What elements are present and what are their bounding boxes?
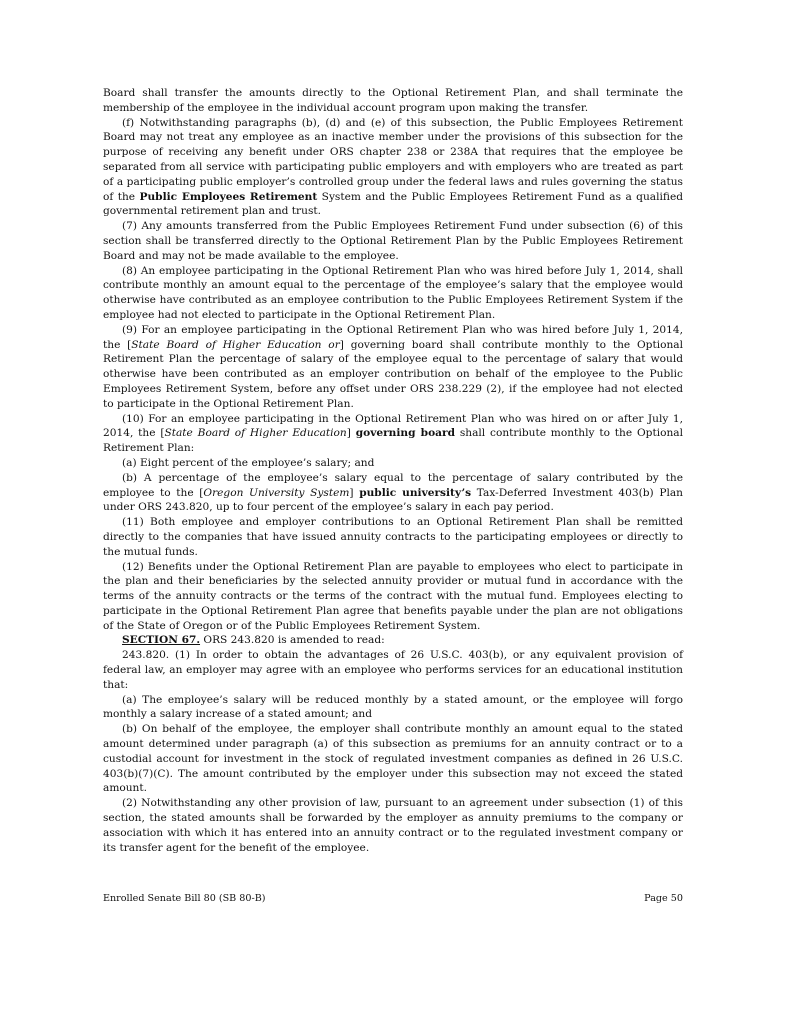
text-run: ]	[346, 427, 356, 440]
text-run: Board shall transfer the amounts directly to the Optional Retirement Plan, and shall terminate the membership of the employee in the individual account program upon making the transfer.	[103, 87, 683, 114]
footer-bill-title: Enrolled Senate Bill 80 (SB 80-B)	[103, 893, 266, 904]
text-run: SECTION 67.	[122, 634, 201, 647]
paragraph	[103, 648, 683, 692]
paragraph	[103, 116, 683, 220]
text-run: (7) Any amounts transferred from the Public Employees Retirement Fund under subsection (6) of this section shall be transferred directly to the Optional Retirement Plan by the Public Employees Retirement Board and may not be made available to the employee.	[103, 220, 683, 262]
paragraph	[103, 86, 683, 116]
text-run: (a) The employee’s salary will be reduced monthly by a stated amount, or the employee will forgo monthly a salary increase of a stated amount; and	[103, 693, 683, 721]
page-footer	[103, 893, 683, 904]
text-run: Public Employees Retirement	[139, 190, 318, 203]
text-run: governing board	[355, 427, 455, 440]
text-run: Tax-Deferred Investment 403(b) Plan under ORS 243.820, up to four percent of the employee’s salary in each pay period.	[103, 486, 683, 514]
paragraph	[103, 264, 683, 323]
paragraph	[103, 515, 683, 559]
paragraph	[103, 456, 683, 471]
text-run: (12) Benefits under the Optional Retirement Plan are payable to employees who elect to participate in the plan and their beneficiaries by the selected annuity provider or mutual fund in accordance with the terms of the annuity contracts or the terms of the contract with the mutual fund. Employees electing to participate in the Optional Retirement Plan agree that benefits payable under the plan are not obligations of the State of Oregon or of the Public Employees Retirement System.	[103, 560, 683, 632]
text-run: 243.820. (1) In order to obtain the advantages of 26 U.S.C. 403(b), or any equivalent provision of federal law, an employer may agree with an employee who performs services for an educational institution that:	[103, 649, 683, 691]
text-run: (11) Both employee and employer contributions to an Optional Retirement Plan shall be remitted directly to the companies that have issued annuity contracts to the participating employees or directly to the mutual funds.	[103, 516, 683, 558]
footer-page-number: Page 50	[644, 893, 683, 904]
text-run: (8) An employee participating in the Optional Retirement Plan who was hired before July 1, 2014, shall contribute monthly an amount equal to the percentage of the employee’s salary that the employee would otherwise have contributed as an employee contribution to the Public Employees Retirement System if the employee had not elected to participate in the Optional Retirement Plan.	[103, 264, 683, 321]
paragraph	[103, 323, 683, 412]
text-run: ]	[349, 486, 360, 499]
text-run: (10) For an employee participating in the Optional Retirement Plan who was hired on or after July 1, 2014, the [	[103, 412, 683, 440]
text-run: Oregon University System	[203, 486, 350, 499]
text-run: (f) Notwithstanding paragraphs (b), (d) and (e) of this subsection, the Public Employees Retirement Board may not treat any employee as an inactive member under the provisions of this subsection for the purpose of receiving any benefit under ORS chapter 238 or 238A that requires that the employee be separated from all service with participating public employers and with employers who are treated as part of a participating public employer’s controlled group under the federal laws and rules governing the status of the	[103, 116, 683, 203]
paragraph	[103, 412, 683, 456]
text-run: (a) Eight percent of the employee’s salary; and	[122, 456, 375, 469]
text-run: State Board of Higher Education or	[131, 338, 340, 351]
text-run: System and the Public Employees Retirement Fund as a qualified governmental retirement plan and trust.	[103, 190, 683, 218]
text-run: State Board of Higher Education	[164, 427, 347, 440]
text-run: (9) For an employee participating in the Optional Retirement Plan who was hired before July 1, 2014, the [	[103, 323, 683, 351]
paragraph	[103, 560, 683, 634]
text-run: ] governing board shall contribute monthly to the Optional Retirement Plan the percentage of salary of the employee equal to the percentage of salary that would otherwise have been contributed as an employer contribution on behalf of the employee to the Public Employees Retirement System, before any offset under ORS 238.229 (2), if the employee had not elected to participate in the Optional Retirement Plan.	[103, 338, 683, 410]
document-body	[103, 86, 683, 855]
paragraph	[103, 633, 683, 648]
paragraph	[103, 693, 683, 723]
text-run: (b) On behalf of the employee, the employer shall contribute monthly an amount equal to the stated amount determined under paragraph (a) of this subsection as premiums for an annuity contract or to a custodial account for investment in the stock of regulated investment companies as defined in 26 U.S.C. 403(b)(7)(C). The amount contributed by the employer under this subsection may not exceed the stated amount.	[103, 723, 683, 795]
text-run: (b) A percentage of the employee’s salary equal to the percentage of salary contributed by the employee to the [	[103, 471, 683, 499]
paragraph	[103, 722, 683, 796]
paragraph	[103, 471, 683, 515]
text-run: shall contribute monthly to the Optional Retirement Plan:	[103, 427, 683, 455]
text-run: (2) Notwithstanding any other provision of law, pursuant to an agreement under subsection (1) of this section, the stated amounts shall be forwarded by the employer as annuity premiums to the company or association with which it has entered into an annuity contract or to the regulated investment company or its transfer agent for the benefit of the employee.	[103, 797, 683, 854]
paragraph	[103, 796, 683, 855]
text-run: public university’s	[359, 486, 472, 499]
text-run: ORS 243.820 is amended to read:	[200, 634, 385, 647]
paragraph	[103, 219, 683, 263]
